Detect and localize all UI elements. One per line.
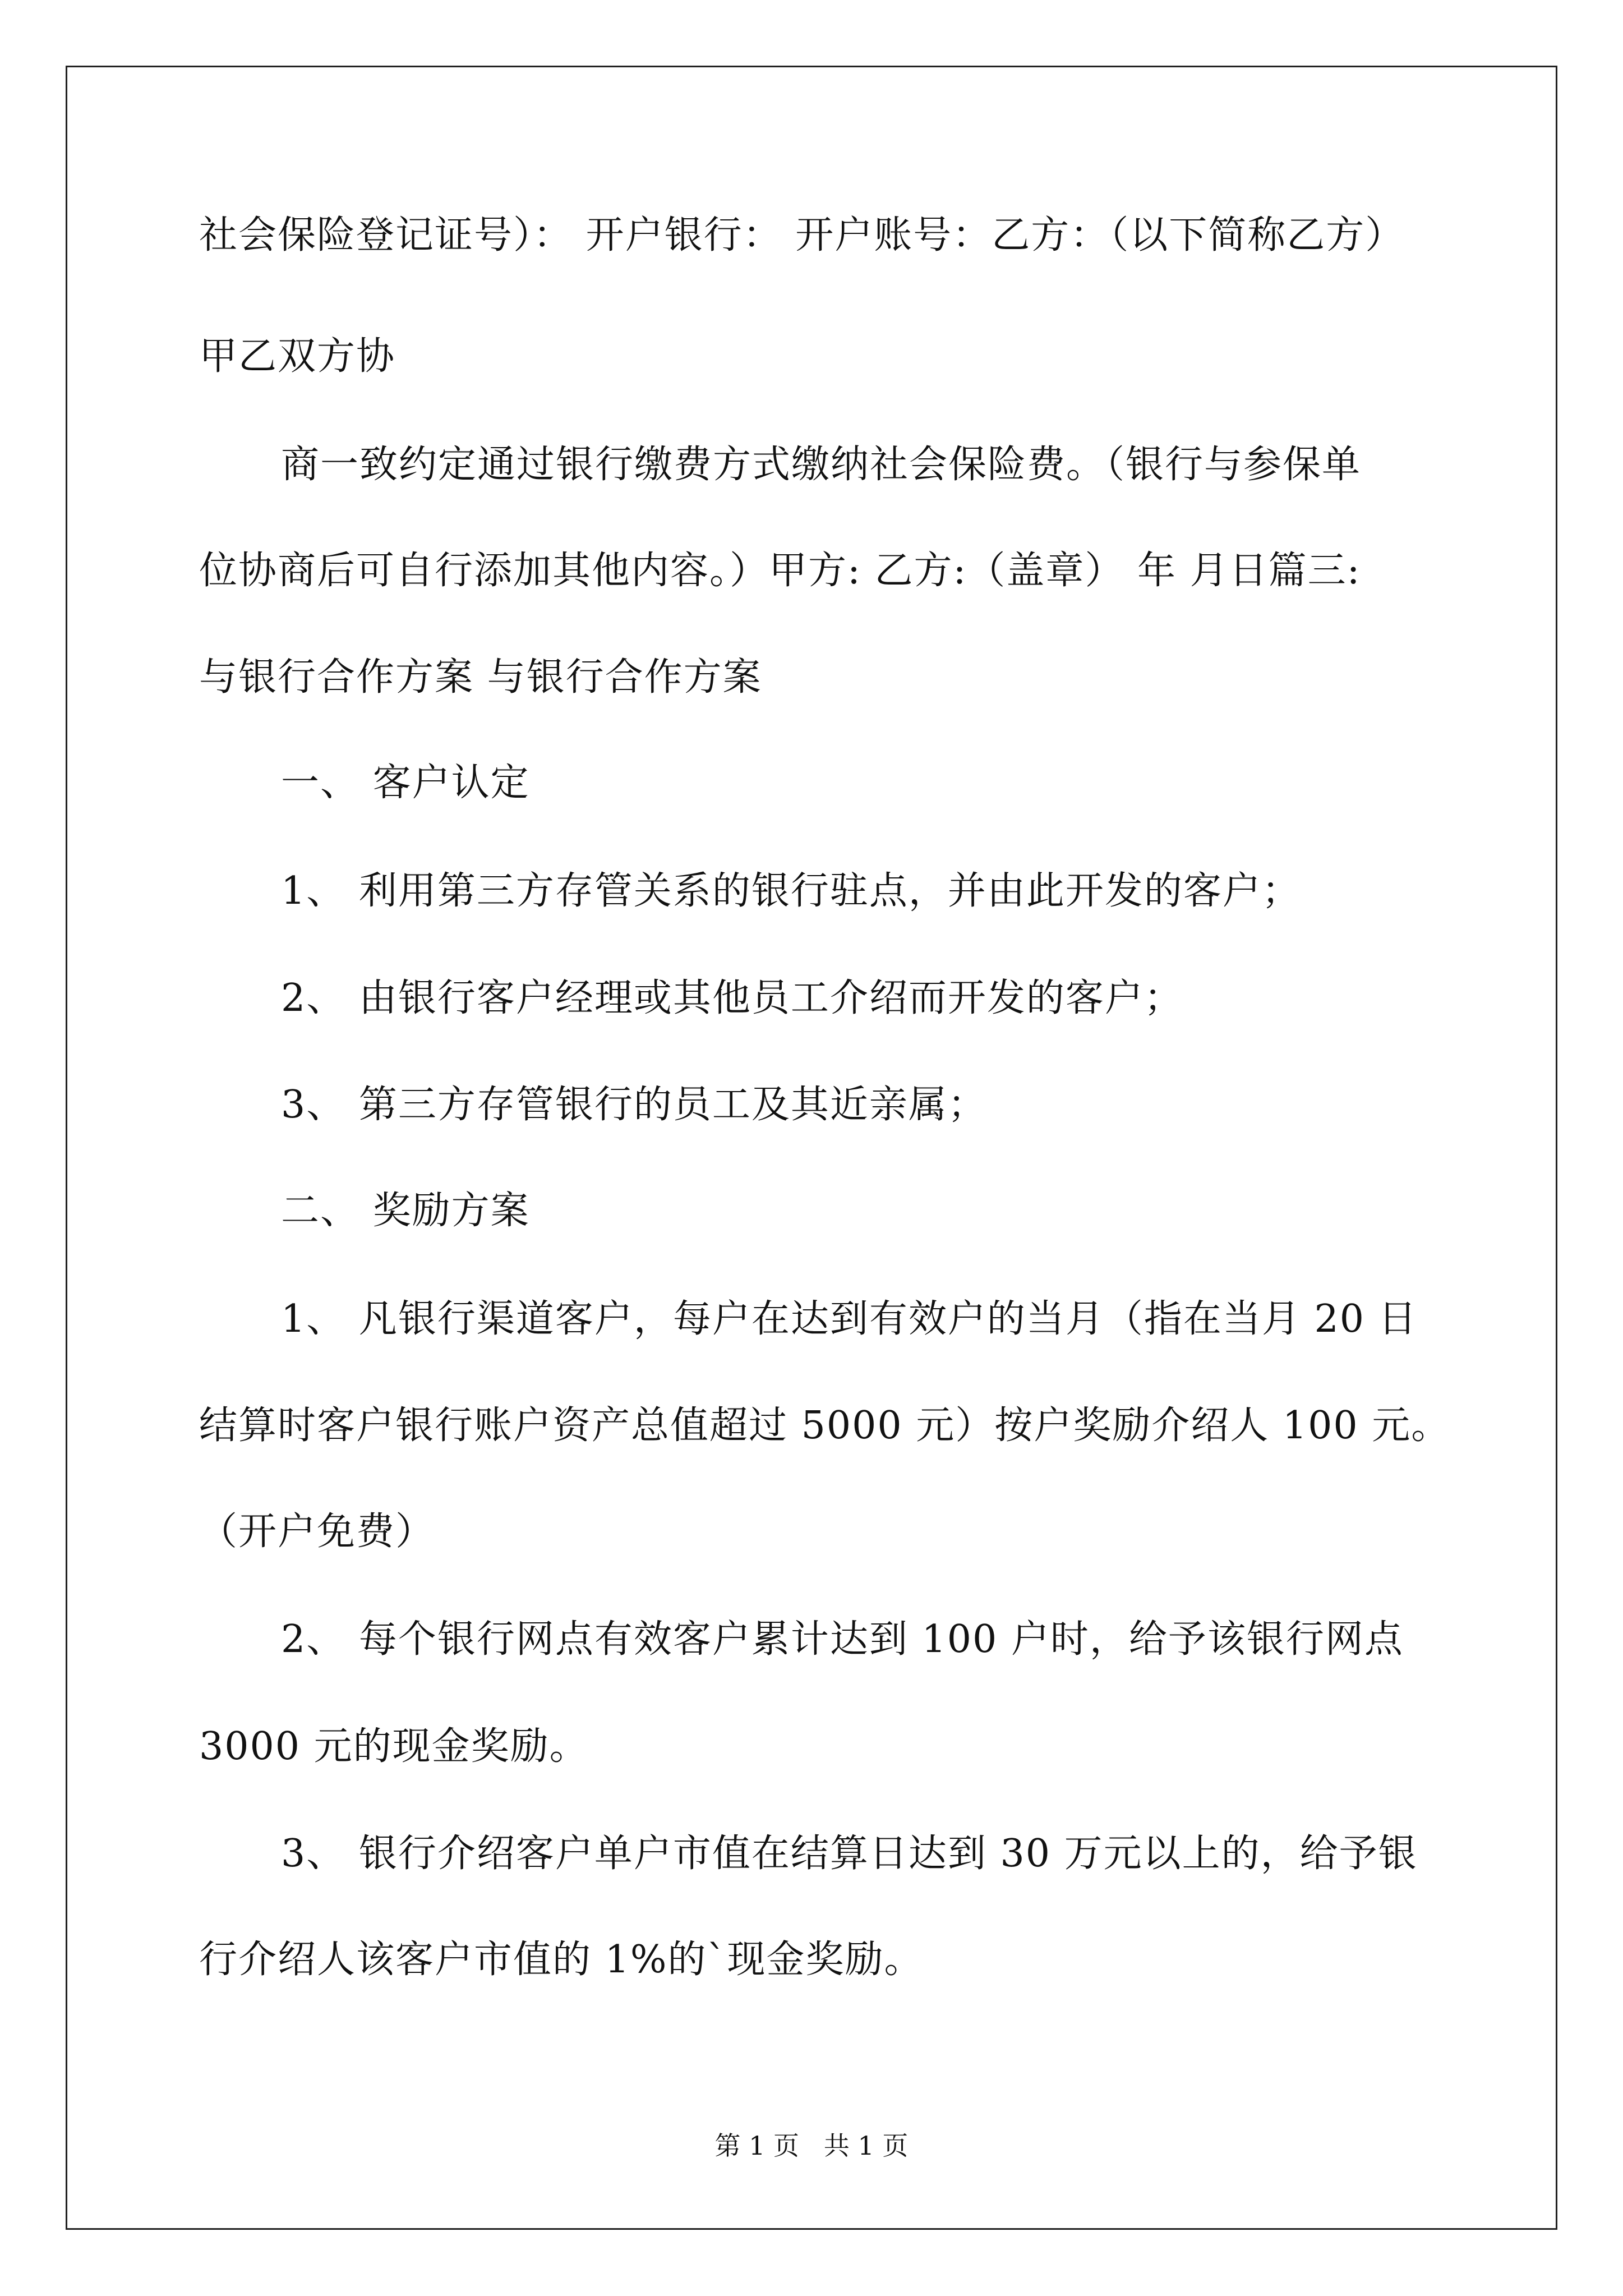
page-footer: 第 1 页 共 1 页 [714, 2131, 909, 2161]
text-line: 与银行合作方案 与银行合作方案 [199, 655, 762, 700]
list-item: 3、 第三方存管银行的员工及其近亲属； [281, 1083, 987, 1127]
list-item: 2、 由银行客户经理或其他员工介绍而开发的客户； [281, 976, 1183, 1020]
section-heading: 二、 奖励方案 [281, 1189, 530, 1233]
text-line: （开户免费） [199, 1510, 435, 1554]
text-line: 行介绍人该客户市值的 1%的`现金奖励。 [199, 1938, 924, 1982]
text-line: 结算时客户银行账户资产总值超过 5000 元）按户奖励介绍人 100 元。 [199, 1404, 1451, 1448]
list-item: 3、 银行介绍客户单户市值在结算日达到 30 万元以上的，给予银 [281, 1832, 1418, 1876]
list-item: 1、 利用第三方存管关系的银行驻点，并由此开发的客户； [281, 869, 1301, 913]
section-heading: 一、 客户认定 [281, 761, 530, 805]
list-item: 1、 凡银行渠道客户，每户在达到有效户的当月（指在当月 20 日 [281, 1297, 1418, 1341]
text-line: 甲乙双方协 [199, 334, 396, 379]
text-line: 社会保险登记证号）： 开户银行： 开户账号：乙方：（以下简称乙方） [199, 213, 1405, 257]
page-border [66, 66, 1557, 2230]
text-line: 3000 元的现金奖励。 [199, 1724, 589, 1769]
text-line: 商一致约定通过银行缴费方式缴纳社会保险费。（银行与参保单 [281, 443, 1362, 487]
text-line: 位协商后可自行添加其他内容。）甲方: 乙方:（盖章） 年 月日篇三: [199, 549, 1361, 593]
list-item: 2、 每个银行网点有效客户累计达到 100 户时，给予该银行网点 [281, 1617, 1404, 1662]
